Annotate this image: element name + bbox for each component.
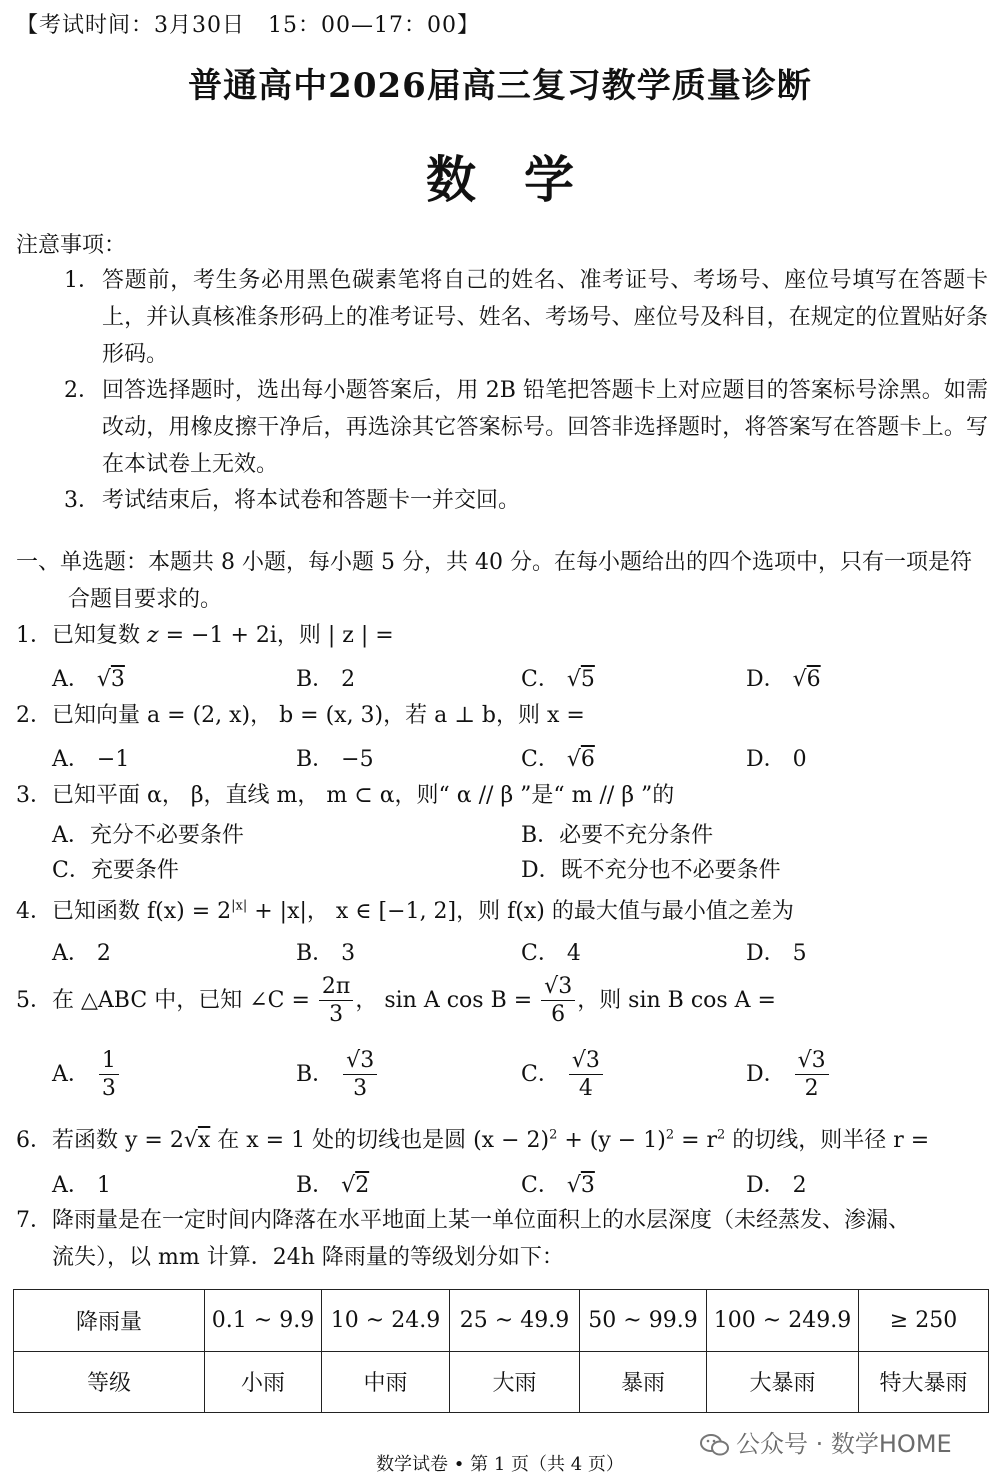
section-heading (16, 544, 988, 618)
option-a: A． 1 (52, 1173, 111, 1198)
table-cell: ≥ 250 (859, 1290, 989, 1352)
option-d: D． 2 (746, 1173, 807, 1198)
option-d: D． 5 (746, 941, 807, 966)
question-num: 1． (16, 623, 52, 648)
option-c: C． √5 (521, 667, 595, 692)
notice-item-3 (64, 482, 988, 519)
question-num: 6． (16, 1128, 52, 1153)
table-cell: 特大暴雨 (859, 1351, 989, 1413)
notice-num: 3． (64, 488, 100, 513)
question-5: 5．在 △ABC 中，已知 ∠C = $\frac{2\pi}{3}$ ， sin A cos B = $\frac{√3}{6}$ ，则 sin B cos A = (16, 974, 776, 1027)
table-cell: 100 ~ 249.9 (707, 1290, 859, 1352)
table-cell: 等级 (14, 1351, 205, 1413)
table-cell: 25 ~ 49.9 (450, 1290, 580, 1352)
option-a: A． $\frac{1}{3}$ (52, 1050, 121, 1100)
option-b: B． 2 (296, 667, 356, 692)
question-stem: 已知复数 (52, 623, 147, 648)
table-row (14, 1290, 989, 1352)
math-expr: z (147, 623, 159, 648)
option-d: D．既不充分也不必要条件 (521, 858, 781, 883)
exponent: |x| (231, 898, 248, 914)
table-cell: 降雨量 (14, 1290, 205, 1352)
watermark-text: 公众号 · 数学HOME (736, 1430, 952, 1458)
option-b: B． √2 (296, 1173, 370, 1198)
question-4 (16, 894, 794, 925)
notice-item-2 (64, 372, 988, 483)
question-7-line2: 流失），以 mm 计算．24h 降雨量的等级划分如下： (52, 1245, 564, 1270)
table-cell: 小雨 (205, 1351, 322, 1413)
notice-text: 考试结束后，将本试卷和答题卡一并交回。 (102, 488, 521, 513)
option-c: C． 4 (521, 941, 581, 966)
fraction: $\frac{2\pi}{3}$ (319, 976, 353, 1026)
question-3 (16, 778, 674, 809)
option-d: D． 0 (746, 747, 807, 772)
question-num: 4． (16, 899, 52, 924)
table-cell: 50 ~ 99.9 (580, 1290, 707, 1352)
option-c: C． √6 (521, 747, 595, 772)
option-b: B．必要不充分条件 (521, 823, 714, 848)
option-b: B． $\frac{√3}{3}$ (296, 1050, 379, 1100)
notice-text: 答题前，考生务必用黑色碳素笔将自己的姓名、准考证号、考场号、座位号填写在答题卡上，并认真核准条形码上的准考证号、姓名、考场号、座位号及科目，在规定的位置贴好条形码。 (102, 268, 988, 367)
notice-item-1 (64, 262, 988, 373)
notice-text: 回答选择题时，选出每小题答案后，用 2B 铅笔把答题卡上对应题目的答案标号涂黑。如需改动，用橡皮擦干净后，再选涂其它答案标号。回答非选择题时，将答案写在答题卡上。写在本试卷上无效。 (102, 378, 988, 477)
option-b: B． −5 (296, 747, 374, 772)
table-cell: 暴雨 (580, 1351, 707, 1413)
option-a: A．充分不必要条件 (52, 823, 244, 848)
page-footer: 数学试卷 • 第 1 页（共 4 页） (376, 1454, 624, 1475)
table-cell: 大暴雨 (707, 1351, 859, 1413)
question-num: 3． (16, 783, 52, 808)
rainfall-table (13, 1289, 989, 1413)
table-cell: 中雨 (322, 1351, 450, 1413)
question-6: 6．若函数 y = 2√x 在 x = 1 处的切线也是圆 $(x - 2)^2 + (y - 1)^2 = r^2$ 的切线，则半径 r = (16, 1123, 929, 1154)
question-stem: 已知平面 α， β，直线 m， m ⊂ α，则“ α // β ”是“ m // β ”的 (52, 783, 675, 808)
option-a: A． √3 (52, 667, 125, 692)
question-stem: 已知向量 a = (2, x)， b = (x, 3)，若 a ⊥ b，则 x = (52, 703, 585, 728)
table-cell: 大雨 (450, 1351, 580, 1413)
question-stem-end: ，则 | z | = (276, 623, 394, 648)
option-a: A． 2 (52, 941, 111, 966)
notice-heading: 注意事项： (16, 233, 127, 258)
notice-num: 1． (64, 268, 100, 293)
question-num: 7． (16, 1208, 52, 1233)
subject-title: 数学 (426, 150, 622, 209)
option-c: C．充要条件 (52, 858, 179, 883)
option-c: C． $\frac{√3}{4}$ (521, 1050, 605, 1100)
notice-num: 2． (64, 378, 100, 403)
table-cell: 0.1 ~ 9.9 (205, 1290, 322, 1352)
question-stem: 已知函数 f(x) = 2 (52, 899, 232, 924)
section-text: 一、单选题：本题共 8 小题，每小题 5 分，共 40 分。在每小题给出的四个选项中，只有一项是符合题目要求的。 (16, 550, 972, 612)
table-cell: 10 ~ 24.9 (322, 1290, 450, 1352)
option-c: C． √3 (521, 1173, 595, 1198)
question-stem-end: + |x|， x ∈ [−1, 2]，则 f(x) 的最大值与最小值之差为 (247, 899, 794, 924)
question-1: 1．已知复数 z = −1 + 2i，则 | z | = (16, 618, 394, 649)
option-d: D． √6 (746, 667, 821, 692)
exam-time: 【考试时间：3月30日 15：00—17：00】 (16, 13, 480, 38)
question-2 (16, 698, 585, 729)
option-a: A． −1 (52, 747, 130, 772)
question-7 (16, 1203, 910, 1234)
question-num: 2． (16, 703, 52, 728)
question-num: 5． (16, 988, 52, 1013)
question-stem: 降雨量是在一定时间内降落在水平地面上某一单位面积上的水层深度（未经蒸发、渗漏、 (52, 1208, 911, 1233)
table-row (14, 1351, 989, 1413)
exam-title: 普通高中2026届高三复习教学质量诊断 (188, 66, 812, 106)
option-b: B． 3 (296, 941, 356, 966)
option-d: D． $\frac{√3}{2}$ (746, 1050, 831, 1100)
fraction: $\frac{√3}{6}$ (541, 976, 575, 1026)
